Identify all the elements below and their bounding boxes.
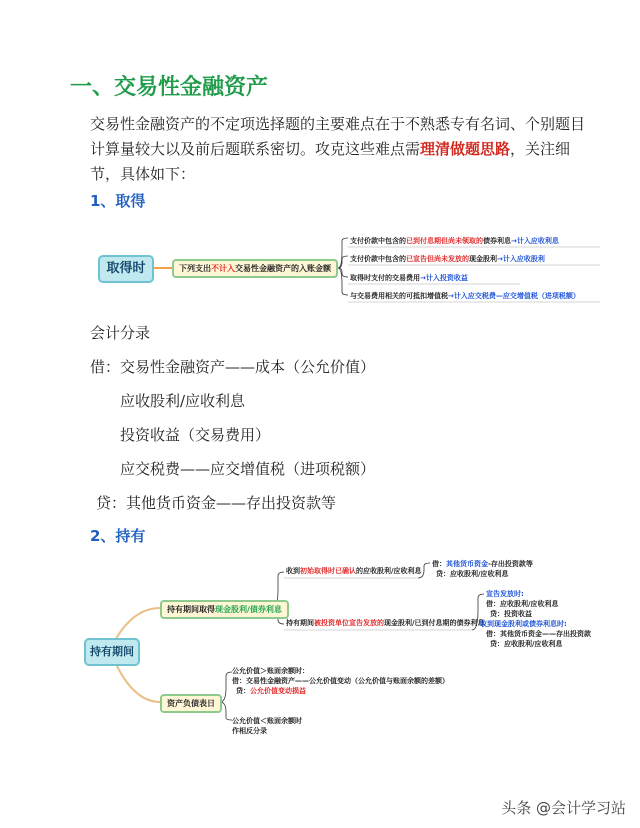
- section-title-hold: 2、持有: [90, 527, 146, 545]
- entry-line-3: 投资收益（交易费用）: [120, 426, 271, 444]
- mindmap-branch-not-included: [172, 259, 338, 278]
- leaf-text: 的应收股利/应收利息: [356, 567, 422, 575]
- leaf-text: 债券利息: [483, 237, 511, 245]
- branch-text-pre: 持有期间取得: [167, 605, 215, 614]
- leaf-text: 作相反分录: [232, 727, 267, 735]
- leaf-text-blue: →计入应交税费—应交增值税（进项税额）: [448, 292, 580, 300]
- entry-subtitle: 宣告发放时:: [486, 590, 524, 598]
- entry-line-4: 应交税费——应交增值税（进项税额）: [120, 460, 376, 478]
- entry-text-blue: 其他货币资金: [446, 560, 488, 568]
- entry-line-5: 贷：其他货币资金——存出投资款等: [96, 494, 337, 512]
- leaf-text-blue: →计入应收股利: [497, 255, 545, 263]
- leaf-text: 借：交易性金融资产——公允价值变动（公允价值与账面余额的差额）: [232, 677, 449, 685]
- intro-text-1: 交易性金融资产的不定项选择题的主要难点在于不熟悉专有名词、个别题目计算量较大以及前后题联系密切。攻克这些难点需: [90, 115, 586, 158]
- entries-title: 会计分录: [90, 324, 151, 342]
- mindmap-root-hold: 持有期间: [84, 638, 140, 666]
- entry-line-1: 借：交易性金融资产——成本（公允价值）: [90, 358, 376, 376]
- page-heading: 一、交易性金融资产: [70, 75, 269, 100]
- intro-paragraph: [90, 112, 590, 187]
- intro-highlight: 理清做题思路: [420, 140, 511, 158]
- entry-text: 借：其他货币资金——存出投资款: [486, 630, 591, 638]
- leaf-text: 现金股利/已到付息期的债券利息: [384, 619, 485, 627]
- hold-leaf-fv-down: [232, 716, 302, 736]
- leaf-text-red: 初始取得时已确认: [300, 567, 356, 575]
- entry-text: 借：: [432, 560, 446, 568]
- section-title-acquire: 1、取得: [90, 192, 146, 210]
- acquire-leaf-1: [350, 236, 559, 246]
- leaf-text: 公允价值＜账面余额时: [232, 717, 302, 725]
- leaf-text: 公允价值＞账面余额时：: [232, 667, 309, 675]
- branch-text-green: 现金股利/债券利息: [215, 605, 282, 614]
- leaf-text: 取得时支付的交易费用: [350, 274, 420, 282]
- watermark: 头条 @会计学习站: [501, 799, 626, 817]
- leaf-text: 支付价款中包含的: [350, 237, 406, 245]
- hold-leaf-declared-entry: [480, 589, 591, 649]
- entry-line-2: 应收股利/应收利息: [120, 392, 246, 410]
- entry-text: -存出投资款等: [488, 560, 533, 568]
- leaf-text-red: 已宣告但尚未发放的: [406, 255, 469, 263]
- intro-text-2: ，关注细节，具体如下：: [90, 140, 571, 183]
- entry-text: 借：应收股利/应收利息: [486, 600, 559, 608]
- mindmap-root-acquire: 取得时: [98, 255, 154, 283]
- leaf-text: 持有期间: [286, 619, 314, 627]
- leaf-text: 贷：: [236, 687, 250, 695]
- acquire-leaf-2: [350, 254, 545, 264]
- hold-leaf-received: [286, 566, 422, 576]
- entry-text: 贷：应收股利/应收利息: [436, 570, 509, 578]
- mindmap-branch-balance-sheet-date: 资产负债表日: [160, 694, 222, 713]
- mindmap-branch-dividends: [160, 600, 289, 619]
- acquire-leaf-3: [350, 273, 468, 283]
- entry-text: 贷：应收股利/应收利息: [490, 640, 563, 648]
- acquire-leaf-4: [350, 291, 580, 301]
- leaf-text-red: 被投资单位宣告发放的: [314, 619, 384, 627]
- leaf-text-red: 公允价值变动损益: [250, 687, 306, 695]
- leaf-text-blue: →计入投资收益: [420, 274, 468, 282]
- leaf-text: 支付价款中包含的: [350, 255, 406, 263]
- entry-text: 贷：投资收益: [490, 610, 532, 618]
- hold-leaf-declared: [286, 618, 485, 628]
- hold-leaf-received-entry: [432, 559, 533, 579]
- branch-text-pre: 下列支出: [179, 264, 211, 273]
- leaf-text-blue: →计入应收利息: [511, 237, 559, 245]
- leaf-text: 与交易费用相关的可抵扣增值税: [350, 292, 448, 300]
- leaf-text: 现金股利: [469, 255, 497, 263]
- leaf-text-red: 已到付息期但尚未领取的: [406, 237, 483, 245]
- branch-text-red: 不计入: [211, 264, 235, 273]
- hold-leaf-fv-up: [232, 666, 449, 696]
- leaf-text: 收到: [286, 567, 300, 575]
- entry-subtitle: 收到现金股利或债券利息时:: [480, 620, 567, 628]
- branch-text-post: 交易性金融资产的入账金额: [235, 264, 331, 273]
